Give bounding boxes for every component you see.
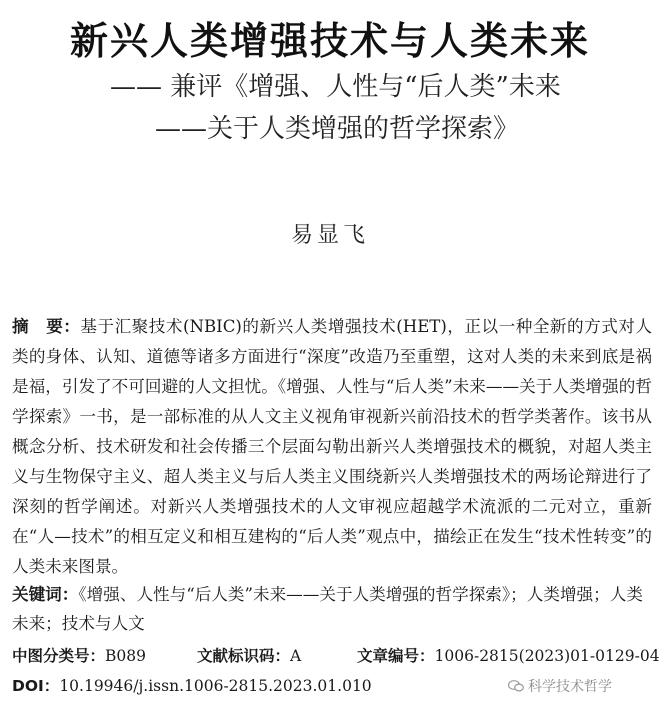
doc-code-label: 文献标识码： — [197, 647, 291, 665]
subtitle-line-1: —— 兼评《增强、人性与“后人类”未来 — [110, 72, 561, 102]
clc-value: B089 — [105, 647, 146, 665]
doc-code-item — [197, 644, 301, 666]
doi-value: 10.19946/j.issn.1006-2815.2023.01.010 — [59, 677, 372, 695]
clc-item — [12, 644, 146, 666]
watermark-text: 科学技术哲学 — [528, 679, 612, 695]
doi-label: DOI： — [12, 677, 60, 695]
wechat-icon — [508, 680, 524, 692]
doi-line — [12, 674, 372, 696]
abstract-paragraph — [12, 312, 652, 582]
keywords-text: 《增强、人性与“后人类”未来——关于人类增强的哲学探索》；人类增强；人类未来；技术与人文 — [12, 585, 643, 633]
keywords-label: 关键词： — [12, 585, 79, 604]
article-number-item — [357, 644, 660, 666]
article-number-value: 1006-2815(2023)01-0129-04 — [434, 647, 660, 665]
classification-line — [12, 644, 660, 670]
article-title: 新兴人类增强技术与人类未来 — [69, 19, 590, 63]
article-number-label: 文章编号： — [357, 647, 435, 665]
keywords-paragraph — [12, 580, 652, 638]
abstract-text: 基于汇聚技术(NBIC)的新兴人类增强技术(HET)，正以一种全新的方式对人类的身体、认知、道德等诸多方面进行“深度”改造乃至重塑，这对人类的未来到底是祸是福，引发了不可回避的人文担忧。《增强、人性与“后人类”未来——关于人类增强的哲学探索》一书，是一部标准的从人文主义视角审视新兴前沿技术的哲学类著作。该书从概念分析、技术研发和社会传播三个层面勾勒出新兴人类增强技术的概貌，对超人类主义与生物保守主义、超人类主义与后人类主义围绕新兴人类增强技术的两场论辩进行了深刻的哲学阐述。对新兴人类增强技术的人文审视应超越学术流派的二元对立，重新在“人—技术”的相互定义和相互建构的“后人类”观点中，描绘正在发生“技术性转变”的人类未来图景。 — [12, 317, 653, 576]
abstract-label: 摘 要： — [12, 317, 81, 336]
author-name: 易显飞 — [290, 223, 369, 248]
subtitle-line-2: ——关于人类增强的哲学探索》 — [155, 114, 520, 144]
wechat-watermark — [508, 676, 612, 696]
doc-code-value: A — [290, 647, 302, 665]
clc-label: 中图分类号： — [12, 647, 106, 665]
